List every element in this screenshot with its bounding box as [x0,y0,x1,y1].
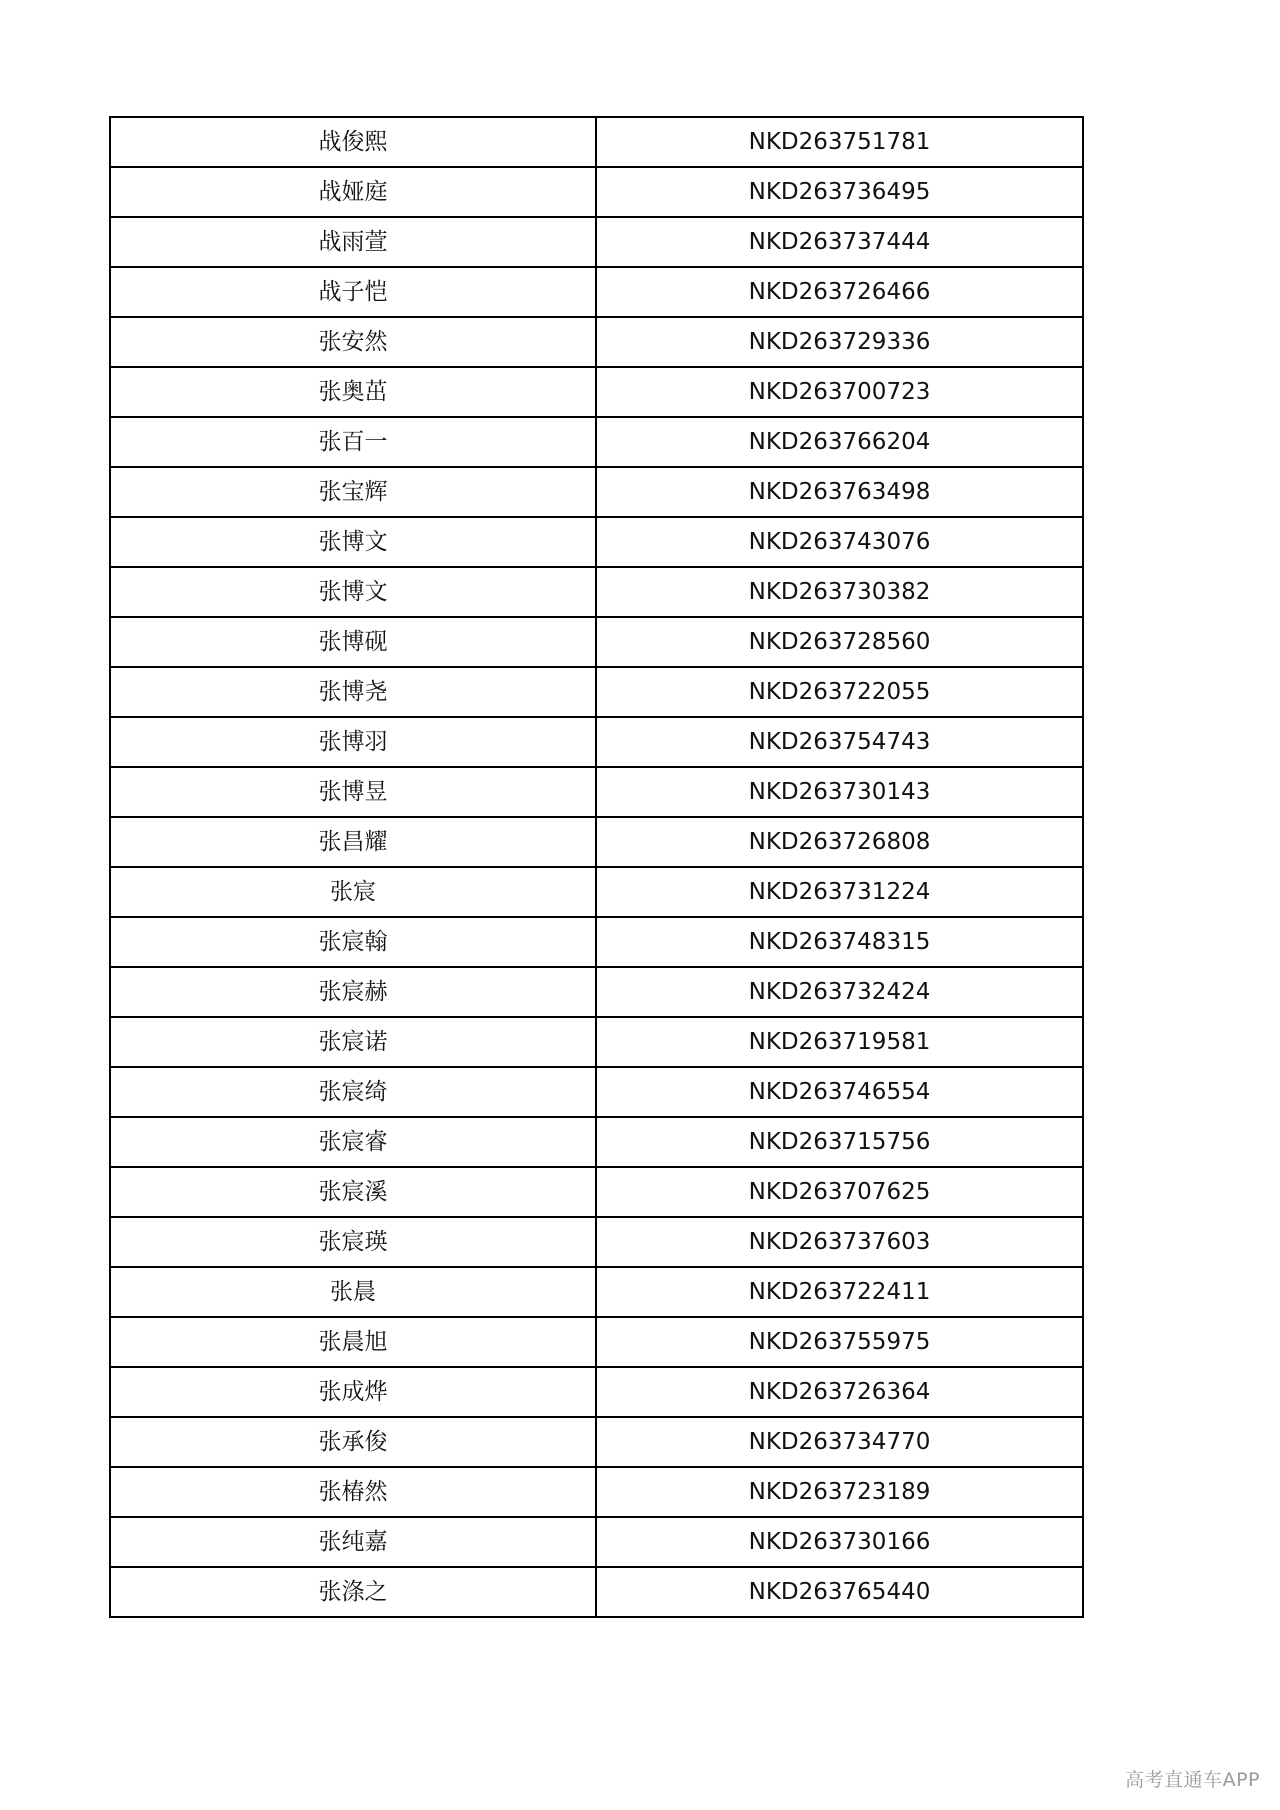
id-cell: NKD263737603 [596,1217,1083,1267]
name-cell: 张宸翰 [110,917,596,967]
table-row [110,167,1083,217]
id-cell: NKD263730166 [596,1517,1083,1567]
name-cell: 战雨萱 [110,217,596,267]
id-cell: NKD263723189 [596,1467,1083,1517]
id-cell: NKD263754743 [596,717,1083,767]
name-cell: 张百一 [110,417,596,467]
name-cell: 张宸 [110,867,596,917]
id-cell: NKD263755975 [596,1317,1083,1367]
table-row [110,1517,1083,1567]
table-row [110,417,1083,467]
name-cell: 张宸睿 [110,1117,596,1167]
name-cell: 张宸瑛 [110,1217,596,1267]
id-cell: NKD263707625 [596,1167,1083,1217]
id-cell: NKD263734770 [596,1417,1083,1467]
name-cell: 张晨 [110,1267,596,1317]
table-row [110,117,1083,167]
name-cell: 张博文 [110,517,596,567]
id-cell: NKD263736495 [596,167,1083,217]
id-cell: NKD263731224 [596,867,1083,917]
name-cell: 张纯嘉 [110,1517,596,1567]
table-row [110,217,1083,267]
table-row [110,917,1083,967]
table-row [110,517,1083,567]
id-cell: NKD263737444 [596,217,1083,267]
id-cell: NKD263730382 [596,567,1083,617]
table-row [110,967,1083,1017]
id-cell: NKD263700723 [596,367,1083,417]
id-cell: NKD263743076 [596,517,1083,567]
id-cell: NKD263728560 [596,617,1083,667]
table-row [110,1167,1083,1217]
table-row [110,467,1083,517]
name-cell: 张涤之 [110,1567,596,1617]
table-row [110,667,1083,717]
name-cell: 张安然 [110,317,596,367]
name-cell: 张博昱 [110,767,596,817]
id-cell: NKD263766204 [596,417,1083,467]
name-cell: 战子恺 [110,267,596,317]
name-cell: 张宸诺 [110,1017,596,1067]
id-cell: NKD263765440 [596,1567,1083,1617]
table-row [110,1017,1083,1067]
table-row [110,1417,1083,1467]
table-row [110,367,1083,417]
watermark: 高考直通车APP [1125,1769,1260,1791]
name-cell: 张宸绮 [110,1067,596,1117]
name-cell: 张宸赫 [110,967,596,1017]
id-cell: NKD263751781 [596,117,1083,167]
table-row [110,717,1083,767]
table-row [110,817,1083,867]
table-row [110,1317,1083,1367]
id-cell: NKD263732424 [596,967,1083,1017]
table-row [110,1467,1083,1517]
table-row [110,1567,1083,1617]
name-cell: 张宝辉 [110,467,596,517]
name-cell: 战俊熙 [110,117,596,167]
table-body [110,117,1083,1617]
table-row [110,267,1083,317]
id-cell: NKD263719581 [596,1017,1083,1067]
table-row [110,867,1083,917]
id-cell: NKD263726808 [596,817,1083,867]
name-cell: 张椿然 [110,1467,596,1517]
name-cell: 张博羽 [110,717,596,767]
table-row [110,567,1083,617]
table-row [110,1217,1083,1267]
name-cell: 张宸溪 [110,1167,596,1217]
name-cell: 张博文 [110,567,596,617]
name-id-table [109,116,1084,1618]
id-cell: NKD263722055 [596,667,1083,717]
table-row [110,617,1083,667]
name-cell: 张晨旭 [110,1317,596,1367]
id-cell: NKD263730143 [596,767,1083,817]
id-cell: NKD263715756 [596,1117,1083,1167]
name-cell: 战娅庭 [110,167,596,217]
name-cell: 张承俊 [110,1417,596,1467]
id-cell: NKD263726364 [596,1367,1083,1417]
name-cell: 张博砚 [110,617,596,667]
id-cell: NKD263729336 [596,317,1083,367]
table-row [110,317,1083,367]
id-cell: NKD263722411 [596,1267,1083,1317]
table-row [110,767,1083,817]
name-cell: 张奥茁 [110,367,596,417]
id-cell: NKD263748315 [596,917,1083,967]
id-cell: NKD263763498 [596,467,1083,517]
table-row [110,1117,1083,1167]
name-cell: 张昌耀 [110,817,596,867]
table-row [110,1267,1083,1317]
id-cell: NKD263726466 [596,267,1083,317]
name-cell: 张博尧 [110,667,596,717]
id-cell: NKD263746554 [596,1067,1083,1117]
table-row [110,1067,1083,1117]
table-row [110,1367,1083,1417]
name-cell: 张成烨 [110,1367,596,1417]
